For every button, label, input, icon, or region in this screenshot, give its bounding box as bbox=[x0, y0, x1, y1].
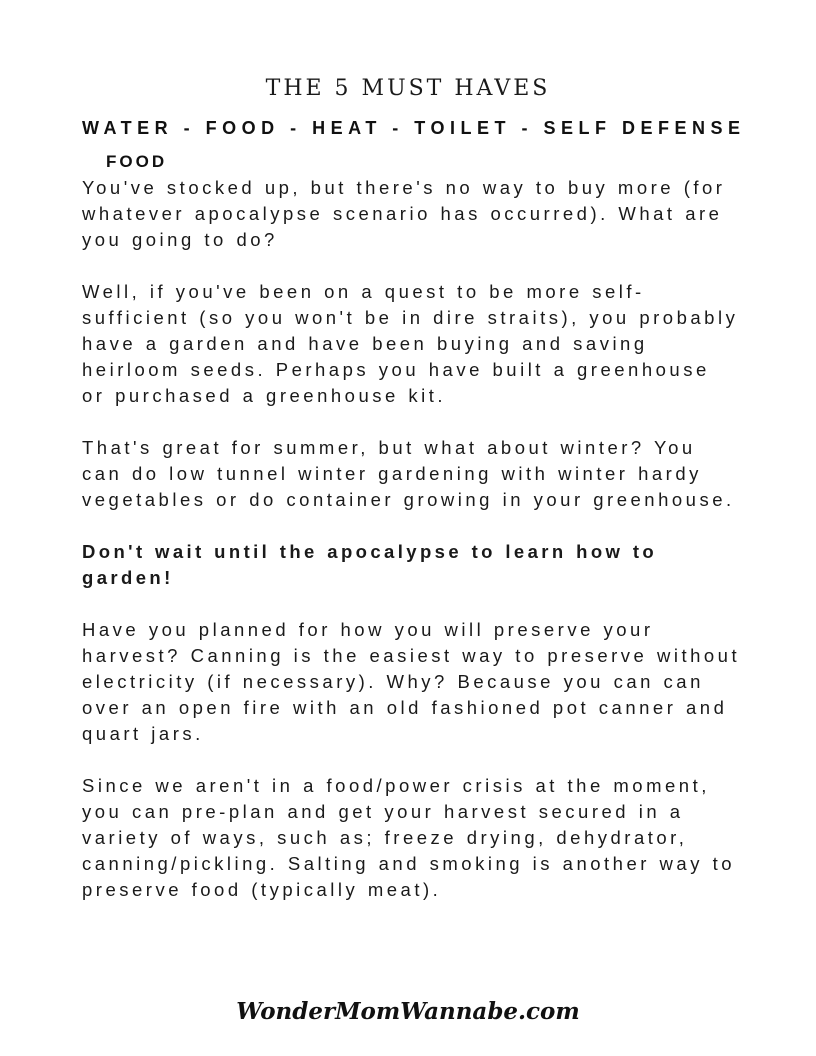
paragraph: Have you planned for how you will preserve your harvest? Canning is the easiest way to preserve without electricity (if necessary). Why? Because you can can over an open fire with an old fashioned pot canner and quart jars. bbox=[82, 619, 741, 744]
callout-paragraph: Don't wait until the apocalypse to learn how to garden! bbox=[82, 541, 658, 588]
section-heading: FOOD bbox=[106, 152, 168, 171]
paragraph: Well, if you've been on a quest to be more self-sufficient (so you won't be in dire straits), you probably have a garden and have been buying and saving heirloom seeds. Perhaps you have built a greenhouse or purchased a greenhouse kit. bbox=[82, 281, 739, 406]
paragraph: Since we aren't in a food/power crisis at the moment, you can pre-plan and get your harvest secured in a variety of ways, such as; freeze drying, dehydrator, canning/pickling. Salting and smoking is another way to preserve food (typically meat). bbox=[82, 775, 736, 900]
paragraph: You've stocked up, but there's no way to buy more (for whatever apocalypse scenario has occurred). What are you going to do? bbox=[82, 177, 726, 250]
footer-website: WonderMomWannabe.com bbox=[236, 998, 580, 1025]
paragraph: That's great for summer, but what about winter? You can do low tunnel winter gardening with winter hardy vegetables or do container growing in your greenhouse. bbox=[82, 437, 735, 510]
section-body bbox=[82, 175, 742, 929]
page-title: THE 5 MUST HAVES bbox=[265, 76, 551, 101]
must-haves-list: WATER - FOOD - HEAT - TOILET - SELF DEFENSE bbox=[82, 118, 746, 138]
